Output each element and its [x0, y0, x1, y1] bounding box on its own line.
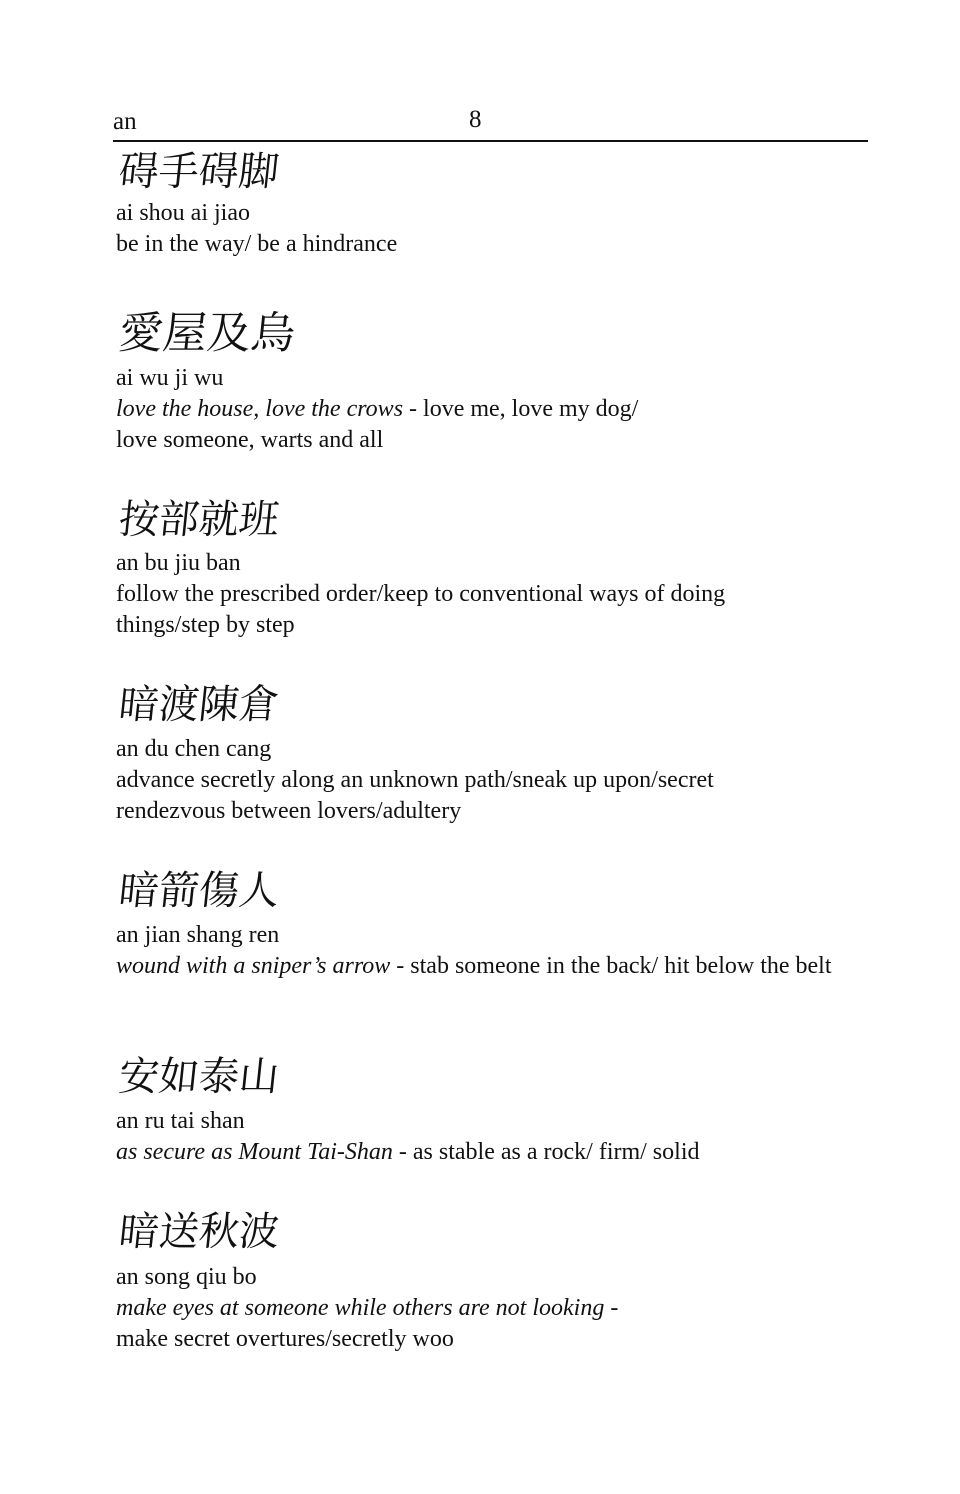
entry-meaning: love me, love my dog/ love someone, warts and all — [116, 396, 639, 453]
entry-characters: 暗箭傷人 — [116, 868, 282, 914]
entry-pinyin: an du chen cang — [116, 736, 272, 762]
entry-gloss — [116, 229, 876, 260]
entry-separator: - — [403, 396, 424, 422]
dictionary-entry — [116, 493, 876, 641]
entry-meaning: stab someone in the back/ hit below the belt — [410, 953, 832, 979]
entry-characters: 安如泰山 — [116, 1054, 282, 1100]
entry-gloss — [116, 1137, 876, 1168]
running-head: an — [113, 108, 137, 135]
entry-pinyin: ai wu ji wu — [116, 365, 224, 391]
dictionary-entry — [116, 146, 876, 260]
entry-meaning: advance secretly along an unknown path/sneak up upon/secret rendezvous between lovers/adultery — [116, 767, 714, 824]
entry-literal: make eyes at someone while others are not looking — [116, 1295, 605, 1321]
entry-separator: - — [604, 1295, 619, 1321]
entry-literal: as secure as Mount Tai-Shan — [116, 1139, 393, 1165]
entry-meaning: as stable as a rock/ firm/ solid — [412, 1139, 700, 1165]
entry-meaning: follow the prescribed order/keep to conventional ways of doing things/step by step — [116, 581, 726, 638]
entry-gloss — [116, 1293, 646, 1355]
entry-gloss — [116, 579, 806, 641]
header-rule — [113, 140, 868, 142]
entry-meaning: be in the way/ be a hindrance — [116, 231, 398, 257]
entry-literal: love the house, love the crows — [116, 396, 404, 422]
entry-separator: - — [390, 953, 411, 979]
entry-pinyin: an song qiu bo — [116, 1264, 257, 1290]
entry-gloss — [116, 951, 861, 982]
entry-characters: 碍手碍脚 — [116, 149, 282, 195]
dictionary-entry — [116, 677, 876, 827]
page-header — [113, 106, 868, 142]
entry-pinyin: an ru tai shan — [116, 1108, 245, 1134]
dictionary-entry — [116, 305, 876, 456]
entry-separator: - — [392, 1139, 413, 1165]
entry-literal: wound with a sniper’s arrow — [116, 953, 391, 979]
page-number: 8 — [469, 106, 482, 133]
entry-characters: 暗渡陳倉 — [116, 682, 282, 728]
entry-gloss — [116, 765, 796, 827]
entry-pinyin: an jian shang ren — [116, 922, 280, 948]
dictionary-entry — [116, 1202, 876, 1355]
dictionary-entry — [116, 1048, 876, 1168]
entry-pinyin: ai shou ai jiao — [116, 200, 250, 226]
entry-gloss — [116, 394, 656, 456]
entry-meaning: make secret overtures/secretly woo — [116, 1326, 454, 1352]
entry-characters: 愛屋及烏 — [116, 308, 298, 359]
dictionary-entry — [116, 862, 876, 982]
entry-pinyin: an bu jiu ban — [116, 550, 241, 576]
entry-characters: 按部就班 — [116, 497, 282, 543]
entry-characters: 暗送秋波 — [116, 1209, 282, 1255]
